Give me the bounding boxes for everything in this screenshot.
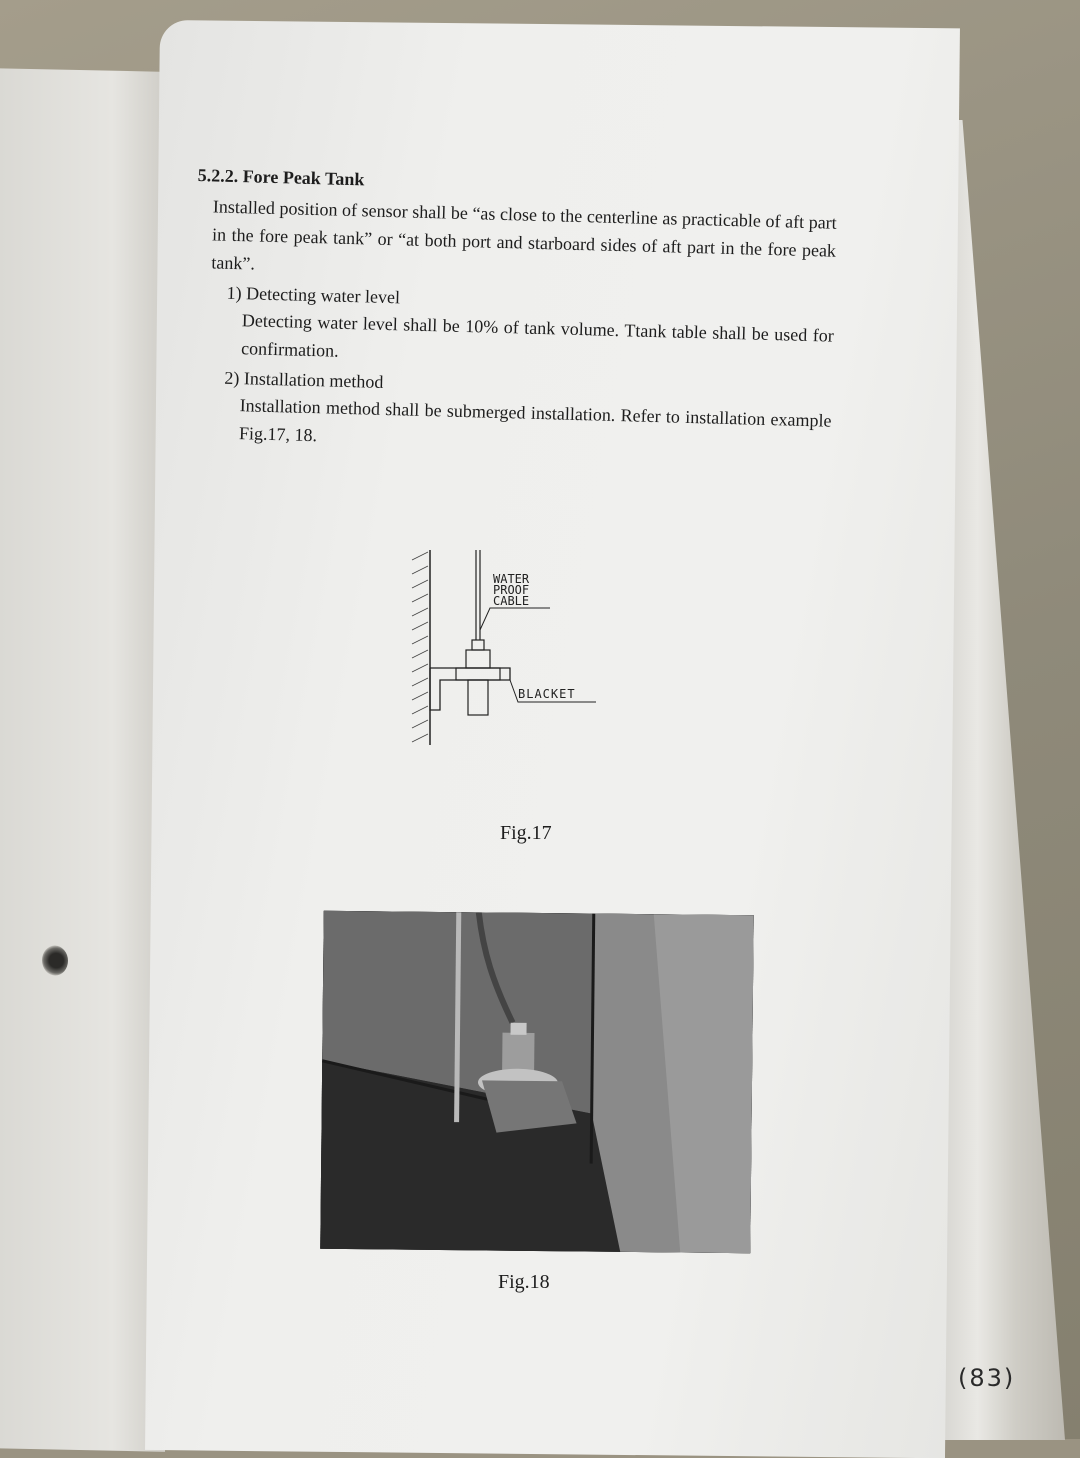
cable-leader bbox=[480, 608, 550, 630]
cable-label: CABLE bbox=[493, 594, 530, 608]
cable-label: WATER bbox=[493, 572, 530, 586]
binder-hole bbox=[42, 945, 68, 976]
left-page bbox=[0, 68, 165, 1452]
figure-17-diagram bbox=[400, 540, 610, 760]
sensor-connector bbox=[472, 640, 484, 650]
bracket-label: BLACKET bbox=[518, 687, 576, 701]
item-body: Detecting water level shall be 10% of tank volume. Ttank table shall be used for confirmation. bbox=[240, 310, 835, 361]
cable-label: PROOF bbox=[493, 583, 530, 597]
sensor-probe bbox=[468, 680, 488, 715]
sensor-flange bbox=[456, 668, 500, 680]
wall-hatching bbox=[412, 552, 428, 742]
item-body: Installation method shall be submerged installation. Refer to installation example Fig.17, 18. bbox=[238, 395, 832, 446]
page-number: (83) bbox=[958, 1364, 1016, 1392]
section-heading: 5.2.2. Fore Peak Tank bbox=[197, 165, 365, 190]
sensor-body bbox=[466, 650, 490, 668]
item-title: 2) Installation method bbox=[224, 367, 384, 392]
page-content bbox=[191, 165, 838, 463]
figure-18-photo bbox=[320, 911, 754, 1253]
bracket bbox=[430, 668, 510, 710]
section-intro: Installed position of sensor shall be “as close to the centerline as practicable of aft part in the fore peak tank” or “at both port and starboard sides of aft part in the fore peak tank”. bbox=[211, 196, 837, 274]
figure-18-caption: Fig.18 bbox=[498, 1271, 550, 1293]
figure-17-caption: Fig.17 bbox=[500, 822, 552, 844]
photo-scene bbox=[320, 911, 754, 1253]
item-title: 1) Detecting water level bbox=[226, 282, 401, 308]
